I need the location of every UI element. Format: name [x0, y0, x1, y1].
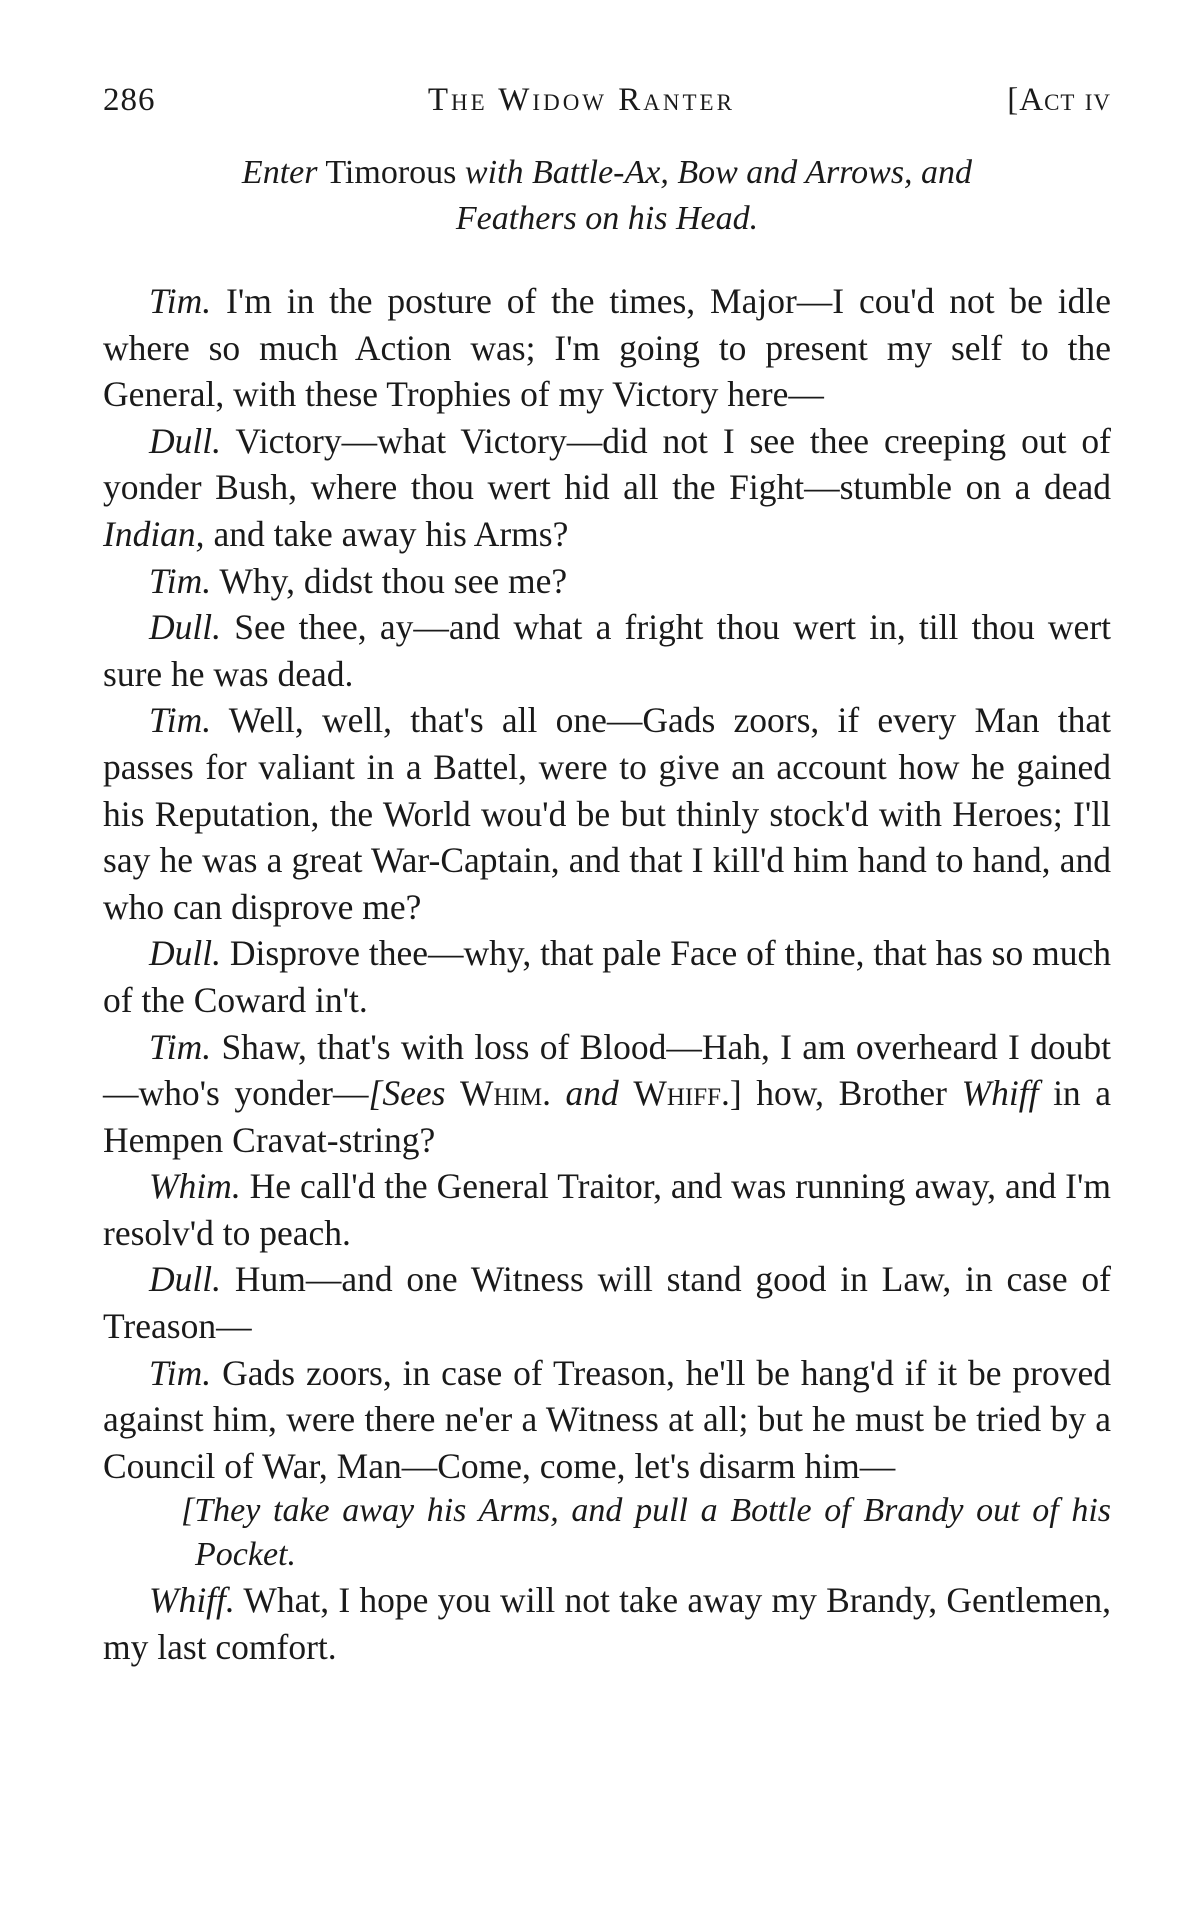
speech — [103, 1577, 1111, 1670]
speaker: Dull. — [149, 1259, 221, 1300]
speech — [103, 1350, 1111, 1490]
speech — [103, 1163, 1111, 1256]
speech — [103, 278, 1111, 418]
speech — [103, 604, 1111, 697]
speech — [103, 558, 1111, 605]
stage-direction: [They take away his Arms, and pull a Bottle of Brandy out of his Pocket. — [181, 1492, 1111, 1574]
speaker: Whiff. — [149, 1580, 235, 1621]
speech-text: He call'd the General Traitor, and was running away, and I'm resolv'd to peach. — [103, 1166, 1112, 1253]
running-header — [103, 82, 1111, 132]
speech-text: Victory—what Victory—did not I see thee creeping out of yonder Bush, where thou wert hid all the Fight—stumble on a dead — [103, 420, 1111, 508]
speech — [103, 1256, 1111, 1349]
running-title: The Widow Ranter — [427, 82, 735, 118]
speech — [103, 930, 1111, 1023]
speaker: Whim. — [149, 1166, 241, 1207]
speech-text: Hum—and one Witness will stand good in Law, in case of Treason— — [103, 1259, 1112, 1347]
speech: Dull. Victory—what Victory—did not I see thee creeping out of yonder Bush, where thou wert hid all the Fight—stumble on a dead Indian, and take away his Arms? — [103, 420, 1111, 554]
speaker: Dull. — [149, 607, 221, 648]
speech-text: Gads zoors, in case of Treason, he'll be hang'd if it be proved against him, were there ne'er a Witness at all; but he must be tried by a Council of War, Man—Come, come, let's disarm him— — [103, 1352, 1111, 1486]
act-label: [Act iv — [1007, 82, 1111, 118]
speech — [103, 697, 1111, 930]
speaker: Dull. — [149, 420, 221, 461]
speech: Tim. Shaw, that's with loss of Blood—Hah, I am overheard I doubt—who's yonder—[Sees Whim. and Whiff.] how, Brother Whiff in a Hempen Cravat-string? — [103, 1026, 1111, 1160]
speaker: Tim. — [149, 281, 212, 321]
speech-text: What, I hope you will not take away my Brandy, Gentlemen, my last comfort. — [103, 1580, 1111, 1668]
play-text — [103, 150, 1111, 1671]
speaker: Tim. — [149, 1352, 212, 1393]
speaker: Tim. — [149, 700, 212, 741]
speech-text: See thee, ay—and what a fright thou wert in, till thou wert sure he was dead. — [103, 607, 1112, 694]
speech-text: I'm in the posture of the times, Major—I cou'd not be idle where so much Action was; I'm going to present my self to the General, with these Trophies of my Victory here— — [103, 281, 1112, 415]
stage-direction-entrance: Enter Timorous with Battle-Ax, Bow and Arrows, and Feathers on his Head. — [241, 154, 973, 237]
speaker: Tim. — [149, 560, 212, 601]
speech-text: Why, didst thou see me? — [219, 560, 568, 601]
speech-text: Disprove thee—why, that pale Face of thine, that has so much of the Coward in't. — [103, 933, 1111, 1020]
speech-text: Well, well, that's all one—Gads zoors, if every Man that passes for valiant in a Battel, were to give an account how he gained his Reputation, the World wou'd be but thinly stock'd with Heroes; I'll say he was a great War-Captain, and that I kill'd him hand to hand, and who can disprove me? — [103, 700, 1111, 927]
speaker: Dull. — [149, 933, 221, 974]
page-number: 286 — [103, 82, 156, 118]
speaker: Tim. — [149, 1026, 212, 1067]
character-name: Timorous — [325, 154, 457, 191]
